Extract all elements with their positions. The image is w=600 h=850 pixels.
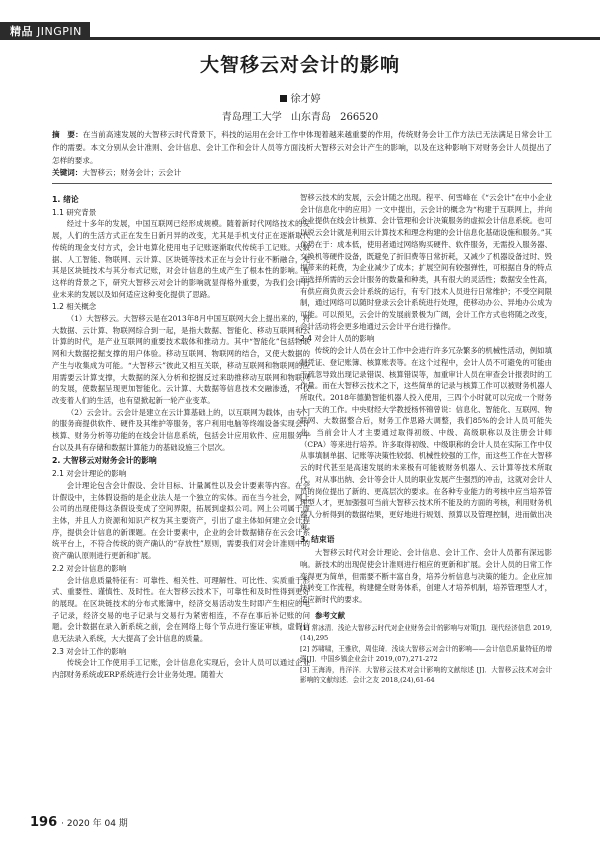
body-paragraph: （1）大智移云。大智移云是在2013年8月中国互联网大会上提出来的，将大数据、云计算、物联网综合到一起，是指大数据、智能化、移动互联网和云计算的时代，是产业互联网的重要技术载体和推动力。其中“智能化”包括物联网和大数据挖掘支撑的用户体验。移动互联网、物联网的结合，又使大数据的产生与收集成为可能。“大智移云”彼此又相互关联，移动互联网和物联网的应用需要云计算支撑，大数据的深入分析和挖掘反过来助推移动互联网和物联网的发展，使数据呈现更加智能化。云计算、大数据等信息技术交融渗透，不仅改变着人们的生活，也有望掀起新一轮产业变革。: [52, 314, 310, 405]
section-heading: 1. 绪论: [52, 195, 79, 204]
affiliation-university: 青岛理工大学: [221, 112, 282, 123]
right-column-body: [300, 192, 552, 606]
section-tag-en: JINGPIN: [37, 24, 82, 38]
abstract: [52, 128, 552, 167]
journal-header: [0, 22, 600, 40]
header-rule: [90, 22, 600, 40]
abstract-divider: [52, 183, 552, 184]
reference-item: [2] 苏啸啸，王雅欣，周佳琦．浅谈大智移云对会计的影响——会计信息质量特征的增强[J]．中国乡镇企业会计 2019,(07),271-272: [300, 645, 552, 664]
page-footer: [30, 815, 128, 830]
keywords: [52, 167, 552, 178]
subsection-heading: 2.3 对会计工作的影响: [52, 646, 127, 656]
affiliation-postcode: 266520: [340, 112, 379, 123]
body-paragraph: 大智移云时代对会计理论、会计信息、会计工作、会计人员都有深远影响。新技术的出现促使会计准则进行相应的更新和扩展。会计人员的日常工作变得更为简单，但需要不断丰富自身，培养分析信息与决策的能力。企业应加快转变工作流程，构建健全财务体系，创建人才培养机制，培养管理型人才，适应新时代的要求。: [300, 548, 552, 604]
reference-list: [300, 623, 552, 685]
body-paragraph: （2）云会计。云会计是建立在云计算基础上的，以互联网为载体，由专门的服务商提供软件、硬件及其维护等服务，客户利用电脑等终端设备实现会计核算、财务分析等功能的在线会计信息系统，包括会计应用软件、应用服务平台以及具有存储和数据计算能力的基础设施三个层次。: [52, 407, 310, 452]
left-column: [52, 192, 310, 681]
author-name: 徐才婷: [290, 94, 321, 105]
reference-item: [1] 常冰清．浅论大智移云时代对企业财务会计的影响与对策[J]．现代经济信息 2019,(14),295: [300, 624, 552, 643]
body-paragraph: 传统的会计人员在会计工作中会进行许多冗杂繁多的机械性活动，例如填制凭证、登记账簿、核算账表等。在这个过程中，会计人员不可避免的可能由于疏忽导致出现记录错误、核算错误等，加重审计人员在审查会计报表时的工作量。而在大智移云技术之下，这些简单的记录与核算工作可以被财务机器人所取代。2018年德勤智能机器人投入使用，三四个小时就可以完成一个财务人一天的工作。中央财经大学教授杨怀锦曾说：信息化、智能化、互联网、物联网、大数据整合后，财务工作思路大调整，我们85%的会计人员可能失业。当前会计人才主要通过取得初级、中级、高级职称以及注册会计师（CPA）等来进行培养。许多取得初级、中级职称的会计人员在实际工作中仅从事填制单据、记账等决策性较弱、机械性较强的工作，而这些工作在大智移云的时代甚至是高速发展的未来极有可能被财务机器人、云计算等技术所取代。对从事出纳、会计等会计人员的职业发展产生强烈的冲击，这就对会计人员的岗位提出了新的、更高层次的要求。在各种专业能力的考核中应当培养管理型人才，更加强强可当前大智移云技术所不能及的方面的考核，利用财务机器人分析得到的数据结果，更好地进行规划、预算以及管理控制，进而做出决策。: [300, 346, 552, 531]
body-paragraph: 经过十多年的发展，中国互联网已经形成规模。随着新时代网络技术的发展，人们的生活方式正在发生日新月异的改变，尤其是手机支付正在逐渐取代传统的现金支付方式，会计电算化使用电子记账逐渐取代传统手工记账。大数据、人工智能、物联网、云计算、区块链等技术正在与会计行业不断融合，尤其是区块链技术与其分布式记账，对会计信息的生成产生了根本性的影响。在这样的背景之下，研究大智移云对会计的影响就显得格外重要，为我们会计行业未来的发展以及如何适应这种变化提供了思路。: [52, 219, 310, 299]
abstract-text: 在当前高速发展的大智移云时代背景下，科技的运用在会计工作中体现着越来越重要的作用，传统财务会计工作方法已无法满足日常会计工作的需要。本文分别从会计准则、会计信息、会计工作和会计人员等方面浅析大智移云对会计产生的影响，以及在这种影响下对财务会计人员提出了怎样的要求。: [52, 130, 552, 165]
section-tag: [0, 22, 90, 40]
page-number: 196: [30, 815, 58, 830]
keywords-text: 大智移云；财务会计；云会计: [82, 168, 182, 177]
body-paragraph: 会计理论包含会计假设、会计目标、计量属性以及会计要素等内容。在会计假设中，主体假设指的是企业法人是一个独立的实体。而在当今社会，网上公司的出现使得这条假设变成了空间界限，拓展到虚拟公司。网上公司属于虚主体，并且人力资源和知识产权为其主要资产，引出了虚主体如何建立会计程序，提供会计信息的新课题。在会计要素中，企业的会计数据储存在云会计系统平台上，不符合传统的资产确认的“存放性”原则，需要我们对会计准则中的资产确认原则进行更新和扩展。: [52, 480, 310, 561]
subsection-heading: 2.1 对会计理论的影响: [52, 469, 127, 479]
right-column: [300, 192, 552, 686]
section-heading: 3. 结束语: [300, 535, 335, 545]
author-bullet-icon: [280, 95, 287, 102]
body-paragraph: 智移云技术的发展，云会计随之出现。程平、何雪峰在《“云会计”在中小企业会计信息化中的应用》一文中提出，云会计的概念为“构建于互联网上，并向企业提供在线会计核算、会计管理和会计决策服务的虚拟会计信息系统。也可以说云会计就是利用云计算技术和理念构建的会计信息化基础设施和服务。”其优势在于：成本低，使用者通过网络购买硬件、软件服务，无需投入服务器、交换机等硬件设备，既避免了折旧费等日常折耗，又减少了机器设备过时、毁损带来的耗费，为企业减少了成本；扩展空间有较强弹性，可根据自身的特点而选择所需的云会计服务的数量和种类，具有很大的灵活性；数据安全性高，有供应商负责云会计系统的运行，有专门技术人员进行日常维护；不受空间限制，通过网络可以随时登录云会计系统进行处理，使移动办公、异地办公成为可能。可以预见，云会计的发展前景极为广阔，会计工作方式也将随之改变，会计活动将会更多地通过云会计平台进行操作。: [300, 193, 552, 331]
abstract-label: 摘 要：: [52, 130, 83, 139]
subsection-heading: 2.2 对会计信息的影响: [52, 563, 127, 573]
body-paragraph: 传统会计工作使用手工记账，会计信息化实现后，会计人员可以通过企业内部财务系统或ERP系统进行会计业务处理。随着大: [52, 658, 310, 680]
author-line: [0, 90, 600, 105]
keywords-label: 关键词：: [52, 168, 83, 177]
references-heading: 参考文献: [315, 610, 345, 620]
subsection-heading: 1.2 相关概念: [52, 302, 97, 312]
reference-item: [3] 王海涛，肖洋洋．大智移云技术对会计影响的文献综述 [J]．大智移云技术对会计影响的文献综述．会计之友 2018,(24),61-64: [300, 666, 552, 685]
issue-label: · 2020 年 04 期: [61, 819, 128, 829]
section-heading: 2. 大智移云对财务会计的影响: [52, 456, 157, 466]
article-title: 大智移云对会计的影响: [199, 54, 400, 76]
affiliation-city: 山东青岛: [290, 112, 331, 123]
affiliation-line: [0, 108, 600, 123]
section-tag-cn: 精品: [10, 25, 33, 38]
subsection-heading: 1.1 研究背景: [52, 207, 97, 217]
body-paragraph: 会计信息质量特征有：可靠性、相关性、可理解性、可比性、实质重于形式、重要性、谨慎性、及时性。在大智移云技术下，可靠性和及时性得到更好的展现。在区块链技术的分布式账簿中，经济交易活动发生时即产生相应的电子记录，经济交易的电子记录与交易行为紧密相连，不存在事后补记账的问题。会计数据在录入新系统之前，会在网络上每个节点进行鉴证审核，虚假信息无法录入系统，大大提高了会计信息的质量。: [52, 575, 310, 644]
subsection-heading: 2.4 对会计人员的影响: [300, 334, 375, 344]
